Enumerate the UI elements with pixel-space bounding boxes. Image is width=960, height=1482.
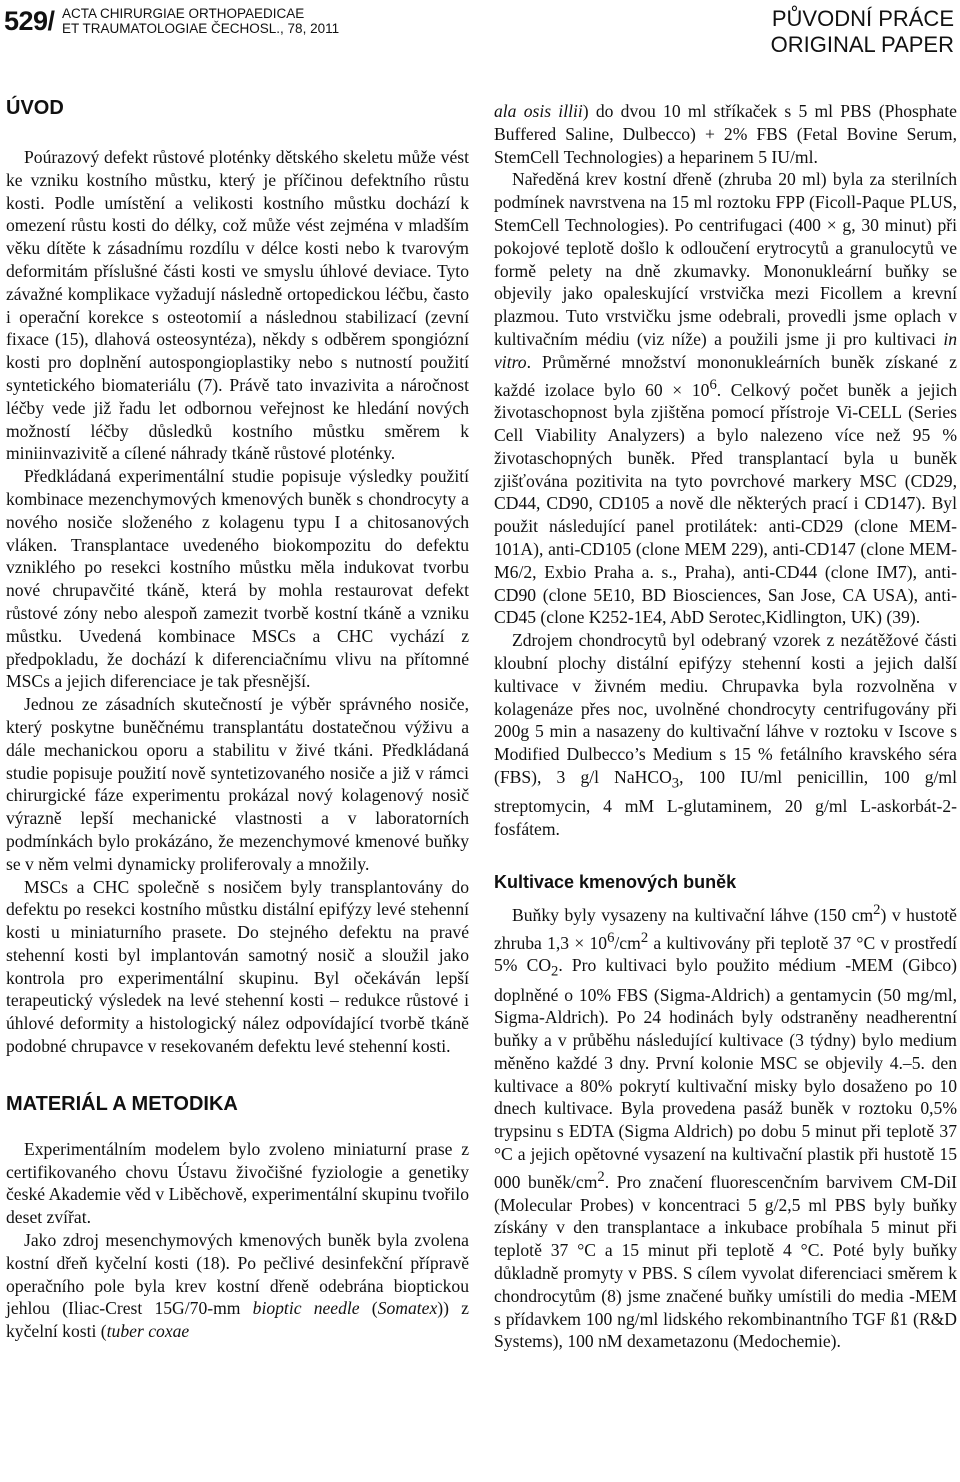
- superscript: 2: [597, 1168, 605, 1185]
- heading-stem-cell-culture: Kultivace kmenových buněk: [494, 871, 737, 892]
- text-span: . Pro kultivaci bylo použito médium -MEM (Gibco) doplněné o 10% FBS (Sigma-Aldrich) a gentamycin (50 mg/ml, Sigma-Aldrich). Po 24 hodinách byly odstraněny neadherentní buňky a v průběhu následující kultivace (3 týdny) bylo medium měněno každé 3 dny. První kolonie MSC se objevily 4.–5. den kultivace a 80% pokrytí kultivační misky bylo dosaženo po 10 dnech kultivace. Byla provedena pasáž buněk v roztoku 0,5% trypsinu s EDTA (Sigma Aldrich) po dobu 5 minut při teplotě 37 °C a jejich opětovné vysazení na kultivační plastik při hustotě 15 000 buněk/cm: [494, 955, 957, 1192]
- text-span: ) do dvou 10 ml stříkaček s 5 ml PBS (Phosphate Buffered Saline, Dulbecco) + 2% FBS (Fetal Bovine Serum, StemCell Technologies) a heparinem 5 IU/ml.: [494, 101, 957, 167]
- left-column: [6, 96, 469, 1343]
- intro-paragraph-2: Předkládaná experimentální studie popisuje výsledky použití kombinace mezenchymových kmenových buněk s chondrocyty a nového nosiče složeného z kolagenu typu I a chitosanových vláken. Transplantace uvedeného biokompozitu do defektu vzniklého po resekci kostního můstku měla indukovat tvorbu nové chrupavčité tkáně, která by mohla restaurovat defekt růstové zóny nebo alespoň zamezit tvorbě kostní tkáně a vzniku můstku. Uvedená kombinace MSCs a CHC vychází z předpokladu, že dochází k diferenciačnímu vlivu na přítomné MSCs a jejich diferenciace je tak přesnější.: [6, 466, 469, 692]
- journal-title-line2: ET TRAUMATOLOGIAE ČECHOSL., 78, 2011: [62, 21, 340, 36]
- text-span: , 100 IU/ml penicillin, 100 g/ml streptomycin, 4 mM L-glutaminem, 20 g/ml L-askorbát-2-fosfátem.: [494, 766, 957, 840]
- italic-term: Somatex: [377, 1298, 438, 1319]
- right-column: [494, 100, 957, 1353]
- text-span: )) z kyčelní kosti (: [6, 1298, 469, 1342]
- superscript: 2: [873, 901, 881, 918]
- italic-term: tuber coxae: [106, 1321, 190, 1342]
- heading-introduction: ÚVOD: [6, 97, 64, 119]
- subscript: 3: [671, 775, 680, 792]
- text-span: . Celkový počet buněk a jejich životaschopnost byla zjištěna pomocí přístroje Vi-CELL (Series Cell Viability Analyzers) a bylo nalezeno více než 95 % životaschopných buněk. Před transplantací byla u buněk zjišťována pozitivita na tyto povrchové markery MSC (CD29, CD44, CD90, CD105 a nově dle některých prací i CD147). Byl použit následující panel protilátek: anti-CD29 (clone MEM-101A), anti-CD105 (clone MEM 229), anti-CD147 (clone MEM-M6/2, Exbio Praha a. s., Praha), anti-CD44 (clone IM7), anti-CD90 (clone 5E10, BD Biosciences, San Jose, CA USA), anti-CD45 (clone K252-1E4, AbD Serotec,Kidlington, UK) (39).: [494, 379, 957, 628]
- subscript: 2: [551, 963, 559, 980]
- superscript: 6: [607, 929, 615, 946]
- text-span: /cm: [614, 932, 641, 953]
- superscript: 2: [640, 929, 649, 946]
- text-span: a kultivovány při teplotě 37 °C v prostředí 5% CO: [494, 932, 958, 976]
- text-span: (: [359, 1298, 378, 1319]
- journal-title-line1: ACTA CHIRURGIAE ORTHOPAEDICAE: [62, 6, 305, 21]
- methods-paragraph-1: Experimentálním modelem bylo zvoleno miniaturní prase z certifikovaného chovu Ústavu živočišné fyziologie a genetiky české Akademie věd v Liběchově, experimentální skupinu tvořilo deset zvířat.: [6, 1138, 469, 1228]
- text-span: . Průměrné množství mononukleárních buněk získané z každé izolace bylo 60 × 10: [494, 351, 957, 400]
- text-span: . Pro značení fluorescenčním barvivem CM-DiI (Molecular Probes) v koncentraci 5 g/2,5 ml PBS byly buňky získány v den transplantace a inkubace probíhala 5 minut při teplotě 37 °C a 15 minut při teplotě 4 °C. Poté byly buňky důkladně promyty v PBS. S cílem vyvolat diferenciaci směrem k chondrocytům (8) jsme značené buňky umístili do media -MEM s přídavkem 100 ng/ml lidského rekombinantního TGF ß1 (R&D Systems), 100 nM dexametazonu (Medochemie).: [494, 1171, 957, 1352]
- text-span: Jako zdroj mesenchymových kmenových buněk byla zvolena kostní dřeň kyčelní kosti (18). Po pečlivé desinfekční přípravě operačního pole byla krev kostní dřeně odebrána bioptickou jehlou (Iliac-Crest 15G/70-mm: [6, 1230, 469, 1319]
- page-header: [0, 0, 960, 62]
- culture-paragraph: [494, 899, 957, 1353]
- methods-paragraph-2: [6, 1229, 469, 1343]
- intro-paragraph-3: Jednou ze zásadních skutečností je výběr správného nosiče, který poskytne buněčnému transplantátu dostatečnou výživu a dále mechanickou oporu a stabilitu v živé tkáni. Předkládaná studie popisuje použití nově syntetizovaného nosiče a již v rámci chirurgické fáze experimentu prokázal nový kolagenový nosič výrazně lepší mechanické vlastnosti a v laboratorních podmínkách bylo prokázáno, že mezenchymové kmenové buňky se v něm velmi dynamicky proliferovaly a množily.: [6, 694, 469, 874]
- superscript: 6: [709, 376, 717, 393]
- italic-term: bioptic needle: [252, 1298, 360, 1319]
- paper-type-czech: PŮVODNÍ PRÁCE: [771, 6, 954, 31]
- methods-paragraph-continued: [494, 100, 957, 168]
- text-span: Zdrojem chondrocytů byl odebraný vzorek z nezátěžové části kloubní plochy distální epifýzy stehenní kosti a jejich další kultivace v živném mediu. Chrupavka byla rozvolněna v kolagenáze přes noc, uvolněné chondrocyty centrifugovány při 200g 5 min a nasazeny do kultivační láhve v roztoku v Iscove s Modified Dulbecco’s Medium s 15 % fetálního kravského séra (FBS), 3 g/l NaHCO: [494, 630, 957, 787]
- intro-paragraph-1: Poúrazový defekt růstové ploténky dětského skeletu může vést ke vzniku kostního můstku, který je příčinou defektního růstu kosti. Podle umístění a velikosti kostního můstku dochází k omezení růstu kosti do délky, což může vést zejména v mladším věku dítěte k zásadnímu rozdílu v délce kosti nebo k tvarovým deformitám příslušné části kosti ve smyslu úhlové deviace. Tyto závažné komplikace vyžadují následně ortopedickou léčbu, často i operační korekce s osteotomií a následnou stabilizací (zevní fixace (15), dlahová osteosyntéza), někdy s odběrem spongiózní kosti pro doplnění autospongioplastiky nebo s nutností použití syntetického biomateriálu (7). Právě tato invazivita a náročnost léčby vede již řadu let odbornou veřejnost ke hledání nových možností léčby důsledků kostního můstku směrem k miniinvazivitě a cílené náhrady tkáně růstové ploténky.: [6, 147, 469, 464]
- page-number: 529/: [4, 6, 55, 36]
- intro-paragraph-4: MSCs a CHC společně s nosičem byly transplantovány do defektu po resekci kostního můstku distální epifýzy levé stehenní kosti u miniaturního prasete. Do stejného defektu na pravé stehenní kosti byl implantován samotný nosič a sloužil jako kontrola pro experimentální skupinu. Byl očekáván lepší terapeutický výsledek na levé stehenní kosti – redukce růstové i úhlové deformity a histologický nález odpovídající tvorbě tkáně podobné chrupavce v resekovaném defektu levé stehenní kosti.: [6, 876, 469, 1057]
- journal-title: [62, 6, 339, 36]
- paper-type: [771, 6, 954, 58]
- text-span: Buňky byly vysazeny na kultivační láhve (150 cm: [512, 904, 874, 925]
- text-span: ) v hustotě zhruba 1,3 × 10: [494, 904, 957, 953]
- italic-term: ala osis illii: [494, 101, 583, 121]
- heading-methods: MATERIÁL A METODIKA: [6, 1092, 238, 1115]
- text-span: Naředěná krev kostní dřeně (zhruba 20 ml) byla za sterilních podmínek navrstvena na 15 ml roztoku FPP (Ficoll-Paque PLUS, StemCell Technologies). Po centrifugaci (400 × g, 30 minut) při pokojové teplotě došlo k odloučení erytrocytů a granulocytů ve formě pelety na dně zkumavky. Mononukleární buňky se objevily jako opaleskující vrstvička mezi Ficollem a krevní plazmou. Tuto vrstvičku jsme odebrali, provedli jsme oplach v kultivačním médiu (viz níže) a použili jsme ji pro kultivaci: [494, 169, 957, 349]
- methods-paragraph-3: [494, 168, 957, 629]
- methods-paragraph-4: [494, 629, 957, 841]
- paper-type-english: ORIGINAL PAPER: [770, 32, 954, 57]
- italic-term: in vitro: [494, 328, 957, 372]
